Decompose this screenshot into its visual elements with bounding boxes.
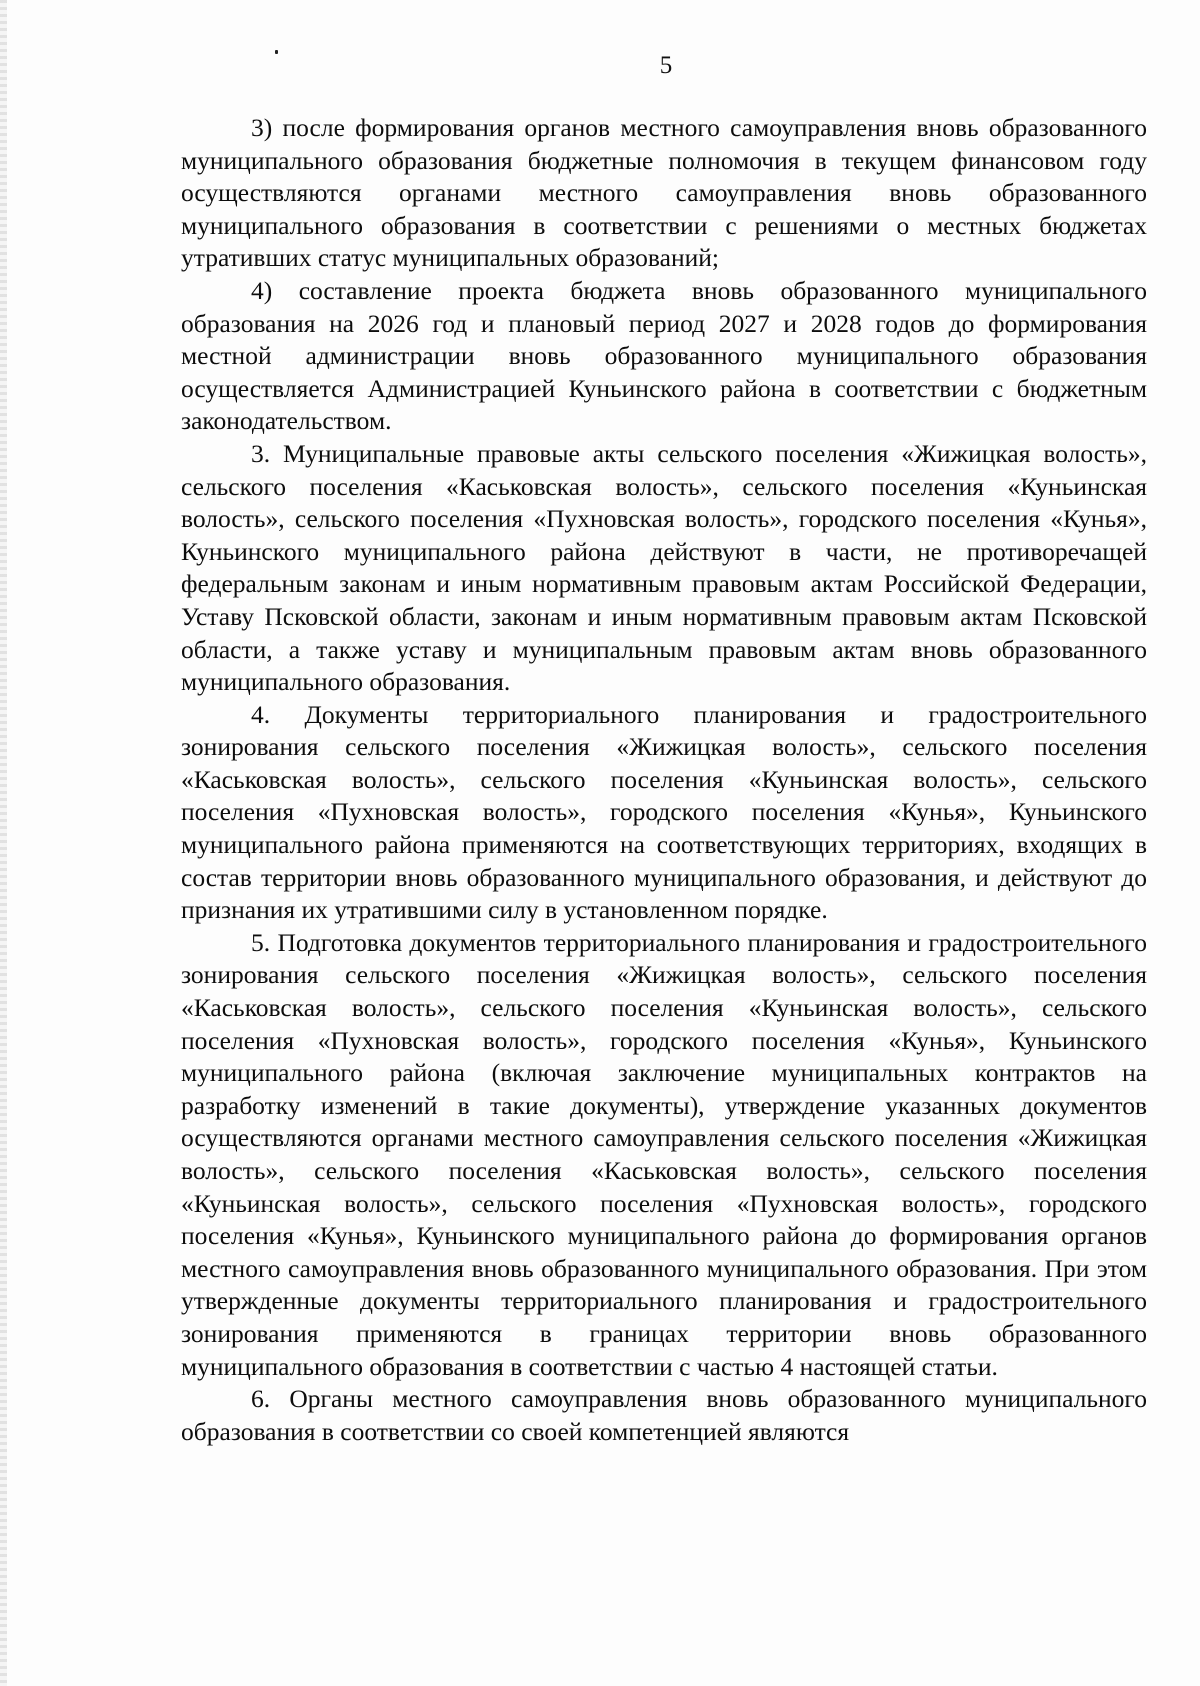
document-body	[181, 112, 1147, 1448]
scan-edge-artifact	[0, 0, 7, 1686]
paragraph-part-6: 6. Органы местного самоуправления вновь образованного муниципального образования в соответствии со своей компетенцией являются	[181, 1384, 1147, 1446]
paragraph-item-3: 3) после формирования органов местного самоуправления вновь образованного муниципального образования бюджетные полномочия в текущем финансовом году осуществляются органами местного самоуправления вновь образованного муниципального образования в соответствии с решениями о местных бюджетах утративших статус муниципальных образований;	[181, 113, 1147, 273]
page-number: 5	[659, 52, 673, 79]
paragraph-item-4: 4) составление проекта бюджета вновь образованного муниципального образования на 2026 год и плановый период 2027 и 2028 годов до формирования местной администрации вновь образованного муниципального образования осуществляется Администрацией Куньинского района в соответствии с бюджетным законодательством.	[181, 275, 1147, 436]
paragraph-part-5: 5. Подготовка документов территориального планирования и градостроительного зонирования сельского поселения «Жижицкая волость», сельского поселения «Каськовская волость», сельского поселения «Куньинская волость», сельского поселения «Пухновская волость», городского поселения «Кунья», Куньинского муниципального района (включая заключение муниципальных контрактов на разработку изменений в такие документы), утверждение указанных документов осуществляются органами местного самоуправления сельского поселения «Жижицкая волость», сельского поселения «Каськовская волость», сельского поселения «Куньинская волость», сельского поселения «Пухновская волость», городского поселения «Кунья», Куньинского муниципального района до формирования органов местного самоуправления вновь образованного муниципального образования. При этом утвержденные документы территориального планирования и градостроительного зонирования применяются в границах территории вновь образованного муниципального образования в соответствии с частью 4 настоящей статьи.	[181, 927, 1147, 1381]
paragraph-part-4: 4. Документы территориального планирования и градостроительного зонирования сельского поселения «Жижицкая волость», сельского поселения «Каськовская волость», сельского поселения «Куньинская волость», сельского поселения «Пухновская волость», городского поселения «Кунья», Куньинского муниципального района применяются на соответствующих территориях, входящих в состав территории вновь образованного муниципального образования, и действуют до признания их утратившими силу в установленном порядке.	[181, 699, 1147, 925]
paragraph-part-3: 3. Муниципальные правовые акты сельского поселения «Жижицкая волость», сельского поселения «Каськовская волость», сельского поселения «Куньинская волость», сельского поселения «Пухновская волость», городского поселения «Кунья», Куньинского муниципального района действуют в части, не противоречащей федеральным законам и иным нормативным правовым актам Российской Федерации, Уставу Псковской области, законам и иным нормативным правовым актам Псковской области, а также уставу и муниципальным правовым актам вновь образованного муниципального образования.	[181, 438, 1147, 697]
